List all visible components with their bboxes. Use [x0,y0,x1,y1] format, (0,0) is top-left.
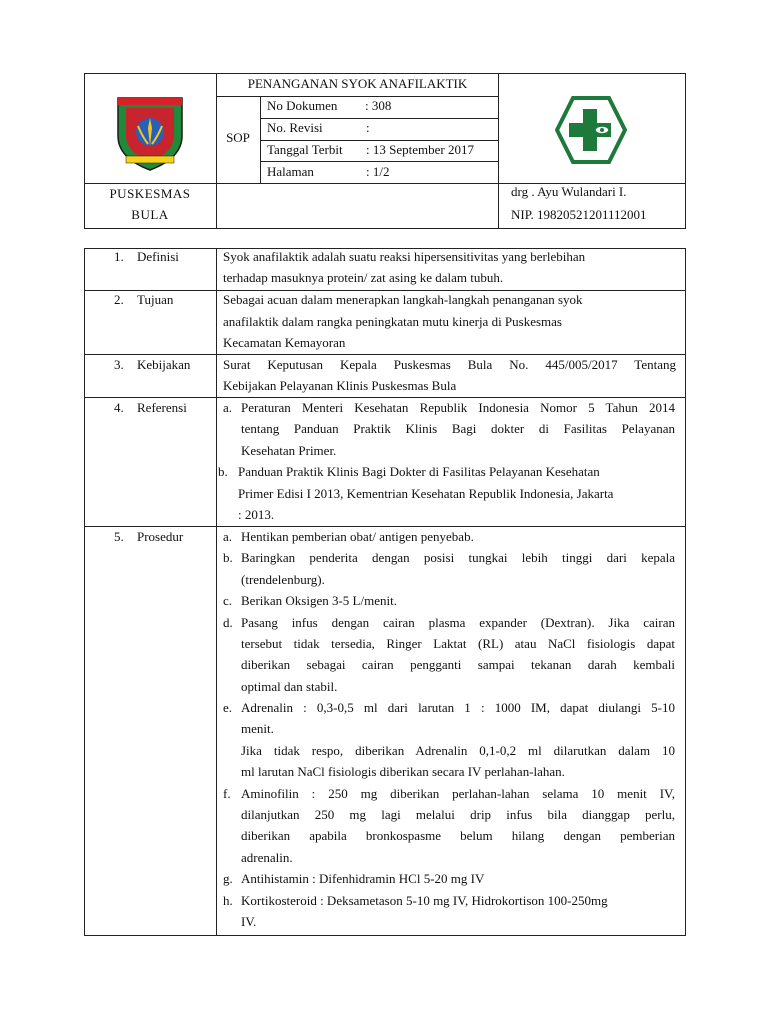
section-num-1: 1. [114,249,124,264]
prosedur-marker-a: a. [223,529,233,544]
referensi-b-line: : 2013. [238,507,275,522]
section-num-2: 2. [114,292,124,307]
prosedur-f-line: dilanjutkan 250 mg lagi melalui drip infus bila dianggap perlu, [241,807,675,822]
prosedur-e-line: Adrenalin : 0,3-0,5 ml dari larutan 1 : 1000 IM, dapat diulangi 5-10 [241,700,675,715]
kabupaten-emblem-icon [112,92,188,174]
prosedur-h-line: Kortikosteroid : Deksametason 5-10 mg IV, Hidrokortison 100-250mg [241,893,608,908]
prosedur-marker-d: d. [223,615,233,630]
referensi-a-line: tentang Panduan Praktik Klinis Bagi dokter di Fasilitas Pelayanan [241,421,675,436]
tujuan-line: Sebagai acuan dalam menerapkan langkah-langkah penanganan syok [223,292,583,307]
doc-row-label-2: Tanggal Terbit [267,142,343,157]
prosedur-b-line: Baringkan penderita dengan posisi tungkai lebih tinggi dari kepala [241,550,675,565]
section-label-referensi: Referensi [137,400,187,415]
tujuan-line: Kecamatan Kemayoran [223,335,346,350]
section-num-3: 3. [114,357,124,372]
referensi-a-line: Kesehatan Primer. [241,443,337,458]
referensi-b-line: Primer Edisi I 2013, Kementrian Kesehatan Republik Indonesia, Jakarta [238,486,614,501]
prosedur-d-line: optimal dan stabil. [241,679,338,694]
referensi-a-line: Peraturan Menteri Kesehatan Republik Indonesia Nomor 5 Tahun 2014 [241,400,675,415]
prosedur-marker-b: b. [223,550,233,565]
prosedur-marker-e: e. [223,700,233,715]
doc-row-value-2: : 13 September 2017 [366,142,474,157]
doc-row-value-0: : 308 [365,98,392,113]
org-name: PUSKESMAS [109,186,191,201]
prosedur-marker-c: c. [223,593,233,608]
kebijakan-line: Kebijakan Pelayanan Klinis Puskesmas Bula [223,378,457,393]
tujuan-line: anafilaktik dalam rangka peningkatan mutu kinerja di Puskesmas [223,314,562,329]
prosedur-a-line: Hentikan pemberian obat/ antigen penyebab. [241,529,474,544]
signer-nip: NIP. 19820521201112001 [511,207,647,222]
prosedur-e-line: menit. [241,721,274,736]
doc-row-value-1: : [366,120,370,135]
puskesmas-logo-icon [555,95,627,165]
referensi-marker-a: a. [223,400,233,415]
section-num-4: 4. [114,400,124,415]
org-location: BULA [131,207,169,222]
section-label-definisi: Definisi [137,249,179,264]
section-label-tujuan: Tujuan [137,292,174,307]
sop-title: PENANGANAN SYOK ANAFILAKTIK [247,76,468,91]
signer-name: drg . Ayu Wulandari I. [511,184,627,199]
prosedur-f-line: diberikan apabila bronkospasme belum hilang dengan pemberian [241,828,675,843]
referensi-marker-b: b. [218,464,228,479]
prosedur-c-line: Berikan Oksigen 3-5 L/menit. [241,593,397,608]
prosedur-f-line: Aminofilin : 250 mg diberikan perlahan-lahan selama 10 menit IV, [241,786,675,801]
prosedur-d-line: tersebut tidak tersedia, Ringer Laktat (RL) atau NaCl fisiologis dapat [241,636,675,651]
definisi-line: terhadap masuknya protein/ zat asing ke dalam tubuh. [223,270,504,285]
doc-row-value-3: : 1/2 [366,164,390,179]
prosedur-b-line: (trendelenburg). [241,572,325,587]
doc-row-label-3: Halaman [267,164,314,179]
doc-row-label-0: No Dokumen [267,98,338,113]
prosedur-e-line: ml larutan NaCl fisiologis diberikan secara IV perlahan-lahan. [241,764,565,779]
referensi-b-line: Panduan Praktik Klinis Bagi Dokter di Fasilitas Pelayanan Kesehatan [238,464,600,479]
prosedur-marker-g: g. [223,871,233,886]
section-label-prosedur: Prosedur [137,529,184,544]
definisi-line: Syok anafilaktik adalah suatu reaksi hipersensitivitas yang berlebihan [223,249,586,264]
section-num-5: 5. [114,529,124,544]
prosedur-f-line: adrenalin. [241,850,293,865]
doc-row-label-1: No. Revisi [267,120,323,135]
prosedur-h-line: IV. [241,914,257,929]
sop-label: SOP [226,130,250,145]
prosedur-e-line: Jika tidak respo, diberikan Adrenalin 0,1-0,2 ml dilarutkan dalam 10 [241,743,675,758]
prosedur-d-line: Pasang infus dengan cairan plasma expander (Dextran). Jika cairan [241,615,675,630]
prosedur-marker-f: f. [223,786,231,801]
section-label-kebijakan: Kebijakan [137,357,191,372]
prosedur-marker-h: h. [223,893,233,908]
prosedur-g-line: Antihistamin : Difenhidramin HCl 5-20 mg IV [241,871,485,886]
prosedur-d-line: diberikan sebagai cairan pengganti sampai tekanan darah kembali [241,657,675,672]
kebijakan-line: Surat Keputusan Kepala Puskesmas Bula No. 445/005/2017 Tentang [223,357,676,372]
